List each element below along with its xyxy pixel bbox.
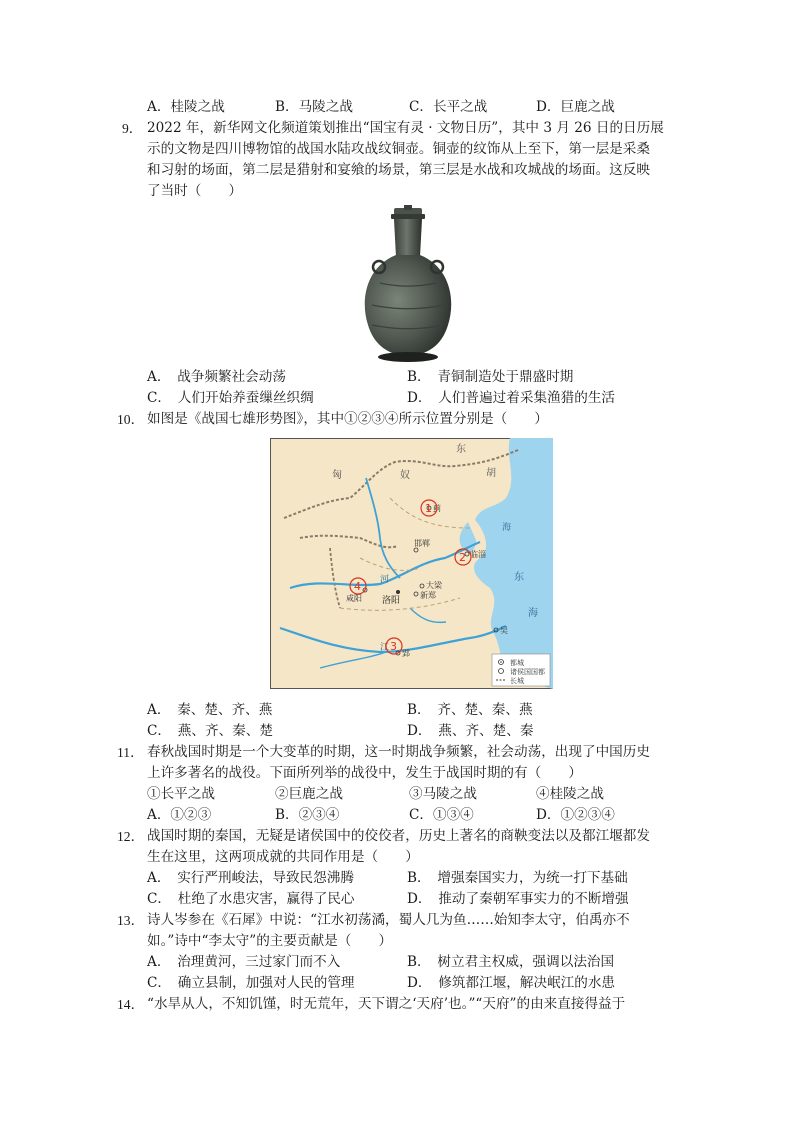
q10-option-d[interactable]: D． 燕、齐、楚、秦	[407, 723, 534, 739]
q11-item-1: ①长平之战	[147, 786, 215, 802]
map-city-daliang: 大梁	[426, 581, 442, 590]
q9-option-a[interactable]: A． 战争频繁社会动荡	[147, 369, 286, 385]
map-legend-state-capital: 诸侯国国都	[510, 668, 545, 676]
map-city-linzi: 临淄	[470, 550, 486, 559]
map-label-donghu-2: 胡	[486, 468, 496, 479]
map-city-luoyang: 洛阳	[382, 596, 401, 606]
q10-option-b[interactable]: B． 齐、楚、秦、燕	[407, 702, 533, 718]
q12-option-a[interactable]: A． 实行严刑峻法，导致民怨沸腾	[147, 870, 354, 886]
q9-option-d[interactable]: D． 人们普遍过着采集渔猎的生活	[407, 390, 616, 406]
map-city-wu: 吴	[500, 626, 508, 635]
q11-option-a[interactable]: A．①②③	[147, 807, 212, 823]
q9-option-b[interactable]: B． 青铜制造处于鼎盛时期	[407, 369, 574, 385]
q9-option-c[interactable]: C． 人们开始养蚕缫丝织绸	[147, 390, 314, 406]
q13-option-c[interactable]: C． 确立县制，加强对人民的管理	[147, 975, 355, 991]
q11-items	[147, 784, 604, 805]
q11-item-4: ④桂陵之战	[536, 786, 604, 802]
q11-number: 11．	[117, 745, 144, 760]
map-label-xiongnu-1: 匈	[332, 470, 342, 481]
svg-text:3: 3	[390, 640, 397, 653]
map-legend-great-wall: 长城	[510, 677, 524, 685]
q13-stem-line-2: 如。”诗中“李太守”的主要贡献是（ ）	[147, 933, 393, 949]
map-label-river-he: 河	[380, 575, 390, 585]
q8-option-b[interactable]: B．马陵之战	[275, 99, 353, 115]
q14-number: 14．	[117, 997, 145, 1012]
map-city-ying: 郢	[402, 649, 410, 658]
map-city-handan: 邯郸	[414, 539, 430, 548]
q11-stem-line-2: 上许多著名的战役。下面所列举的战役中，发生于战国时期的有（ ）	[147, 765, 582, 781]
q13-number: 13．	[117, 913, 145, 928]
map-label-sea-1: 海	[502, 523, 512, 533]
q13-option-d[interactable]: D． 修筑都江堰，解决岷江的水患	[407, 975, 616, 991]
map-city-xinzheng: 新郑	[420, 591, 436, 600]
q9-number: 9．	[122, 121, 143, 136]
q13-option-b[interactable]: B． 树立君主权威，强调以法治国	[407, 954, 615, 970]
q8-option-d[interactable]: D．巨鹿之战	[536, 99, 615, 115]
map-label-river-jiang: 江	[380, 643, 390, 653]
q9-stem-line-1: 2022 年，新华网文化频道策划推出“国宝有灵 · 文物日历”，其中 3 月 26 日的日历展	[147, 120, 664, 136]
q14-stem: “水旱从人，不知饥馑，时无荒年，天下谓之‘天府’也。”“天府”的由来直接得益于	[147, 996, 626, 1012]
q11-option-b[interactable]: B．②③④	[275, 807, 340, 823]
map-label-xiongnu-2: 奴	[400, 470, 410, 481]
q11-option-c[interactable]: C．①③④	[409, 807, 474, 823]
q12-option-d[interactable]: D． 推动了秦朝军事实力的不断增强	[407, 891, 629, 907]
q8-options	[147, 97, 615, 118]
q11-item-2: ②巨鹿之战	[275, 786, 343, 802]
map-legend-capital: 都城	[510, 659, 524, 667]
q9-stem-line-2: 示的文物是四川博物馆的战国水陆攻战纹铜壶。铜壶的纹饰从上至下，第一层是采桑	[147, 141, 650, 157]
q10-stem: 如图是《战国七雄形势图》，其中①②③④所示位置分别是（ ）	[147, 411, 549, 427]
q11-options	[147, 805, 615, 826]
q8-option-c[interactable]: C．长平之战	[409, 99, 488, 115]
bronze-pot-image	[358, 205, 458, 363]
q9-stem-line-4: 了当时（ ）	[147, 183, 243, 199]
map-city-xianyang: 咸阳	[346, 594, 362, 603]
q12-option-b[interactable]: B． 增强秦国实力，为统一打下基础	[407, 870, 628, 886]
map-legend	[492, 654, 550, 686]
q10-option-a[interactable]: A． 秦、楚、齐、燕	[147, 702, 273, 718]
q12-stem-line-1: 战国时期的秦国，无疑是诸侯国中的佼佼者，历史上著名的商鞅变法以及都江堰都发	[147, 828, 650, 844]
q12-number: 12．	[117, 829, 145, 844]
q11-option-d[interactable]: D．①②③④	[536, 807, 615, 823]
q12-option-c[interactable]: C． 杜绝了水患灾害，赢得了民心	[147, 891, 355, 907]
svg-text:4: 4	[354, 580, 361, 593]
svg-text:1: 1	[425, 502, 432, 515]
map-label-donghu-1: 东	[456, 444, 466, 455]
q13-stem-line-1: 诗人岑参在《石犀》中说：“江水初荡潏，蜀人几为鱼……始知李太守，伯禹亦不	[147, 912, 630, 928]
q13-option-a[interactable]: A． 治理黄河，三过家门而不入	[147, 954, 341, 970]
warring-states-map	[270, 438, 553, 689]
q8-option-a[interactable]: A．桂陵之战	[147, 99, 225, 115]
q10-option-c[interactable]: C． 燕、齐、秦、楚	[147, 723, 273, 739]
svg-text:2: 2	[459, 551, 466, 564]
map-label-sea-3: 海	[528, 608, 538, 619]
map-label-sea-2: 东	[514, 572, 524, 583]
q11-item-3: ③马陵之战	[409, 786, 477, 802]
q9-stem-line-3: 和习射的场面，第二层是猎射和宴飨的场景，第三层是水战和攻城战的场面。这反映	[147, 162, 650, 178]
q10-number: 10．	[117, 412, 145, 427]
q12-stem-line-2: 生在这里，这两项成就的共同作用是（ ）	[147, 849, 419, 865]
map-city-ji: 蓟	[433, 504, 441, 513]
q11-stem-line-1: 春秋战国时期是一个大变革的时期，这一时期战争频繁，社会动荡，出现了中国历史	[147, 744, 650, 760]
